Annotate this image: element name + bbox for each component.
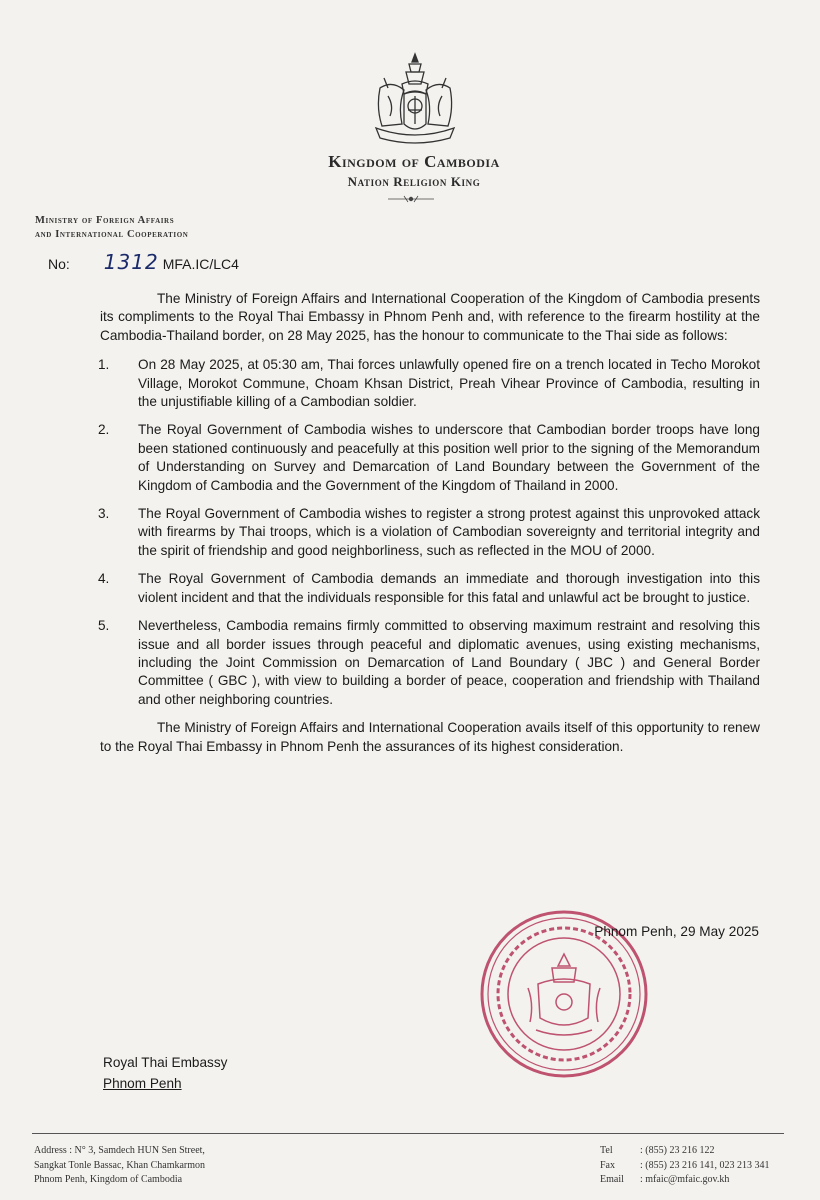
closing-paragraph: The Ministry of Foreign Affairs and International Cooperation avails itself of this opportunity to renew to the Royal Thai Embassy in Phnom Penh the assurances of its highest consideration. — [100, 720, 760, 754]
ministry-name — [35, 214, 188, 242]
point-text: The Royal Government of Cambodia wishes to underscore that Cambodian border troops have long been stationed continuously and peacefully at this position well prior to the signing of the Memorandum of Understanding on Survey and Demarcation of Land Boundary between the Government of the Kingdom of Cambodia and the Government of the Kingdom of Thailand in 2000. — [138, 422, 760, 493]
kingdom-heading: Kingdom of Cambodia — [328, 152, 500, 171]
tel-value: : (855) 23 216 122 — [640, 1145, 715, 1156]
list-item — [100, 356, 760, 411]
footer-divider — [32, 1133, 784, 1134]
footer-contacts — [600, 1144, 769, 1188]
point-number: 1. — [98, 357, 110, 373]
email-value: : mfaic@mfaic.gov.kh — [640, 1174, 730, 1185]
fax-value: : (855) 23 216 141, 023 213 341 — [640, 1159, 770, 1171]
fax-row — [600, 1159, 769, 1174]
ornament-divider-icon — [386, 194, 436, 204]
addressee-name: Royal Thai Embassy — [103, 1055, 228, 1070]
fax-label: Fax — [600, 1159, 615, 1171]
list-item — [100, 570, 760, 607]
address-line-1: Address : N° 3, Samdech HUN Sen Street, — [34, 1145, 205, 1156]
address-line-2: Sangkat Tonle Bassac, Khan Chamkarmon — [34, 1159, 206, 1171]
ref-handwritten-number: 1312 — [103, 250, 159, 274]
addressee-city: Phnom Penh — [103, 1076, 182, 1091]
ref-code: MFA.IC/LC4 — [162, 256, 239, 272]
letter-body — [100, 290, 760, 756]
tel-row — [600, 1144, 769, 1159]
ministry-line-2: and International Cooperation — [35, 229, 189, 240]
list-item — [100, 421, 760, 495]
email-label: Email — [600, 1174, 624, 1185]
ministry-line-1: Ministry of Foreign Affairs — [35, 215, 175, 226]
point-text: The Royal Government of Cambodia wishes to register a strong protest against this unprovoked attack with firearms by Thai troops, which is a violation of Cambodian sovereignty and territorial integrity and the spirit of friendship and good neighborliness, such as reflected in the MOU of 2000. — [138, 506, 760, 558]
address-line-3: Phnom Penh, Kingdom of Cambodia — [34, 1174, 183, 1185]
points-list — [100, 356, 760, 709]
point-number: 3. — [98, 506, 110, 522]
list-item — [100, 617, 760, 709]
reference-number — [48, 250, 239, 274]
point-text: Nevertheless, Cambodia remains firmly committed to observing maximum restraint and resolving this issue and all border issues through peaceful and diplomatic avenues, using existing mechanisms, including the Joint Commission on Demarcation of Land Boundary ( JBC ) and General Border Committee ( GBC ), with view to building a border of peace, cooperation and friendship with Thailand and other neighboring countries. — [138, 618, 760, 707]
list-item — [100, 505, 760, 560]
point-text: The Royal Government of Cambodia demands an immediate and thorough investigation into this violent incident and that the individuals responsible for this fatal and unlawful act be brought to justice. — [138, 571, 760, 605]
letter-date: Phnom Penh, 29 May 2025 — [594, 924, 759, 939]
footer-address — [34, 1144, 205, 1188]
ref-label: No: — [48, 256, 70, 272]
addressee — [103, 1052, 227, 1094]
intro-paragraph: The Ministry of Foreign Affairs and International Cooperation of the Kingdom of Cambodia presents its compliments to the Royal Thai Embassy in Phnom Penh and, with reference to the firearm hostility at the Cambodia-Thailand border, on 28 May 2025, has the honour to communicate to the Thai side as follows: — [100, 291, 760, 343]
tel-label: Tel — [600, 1145, 613, 1156]
motto-heading: Nation Religion King — [347, 174, 481, 189]
point-number: 4. — [98, 571, 110, 587]
email-row — [600, 1173, 769, 1188]
point-number: 2. — [98, 422, 110, 438]
point-number: 5. — [98, 618, 110, 634]
royal-crest-icon — [368, 50, 462, 150]
point-text: On 28 May 2025, at 05:30 am, Thai forces unlawfully opened fire on a trench located in Techo Morokot Village, Morokot Commune, Choam Khsan District, Preah Vihear Province of Cambodia, resulting in the unjustifiable killing of a Cambodian soldier. — [138, 357, 760, 410]
